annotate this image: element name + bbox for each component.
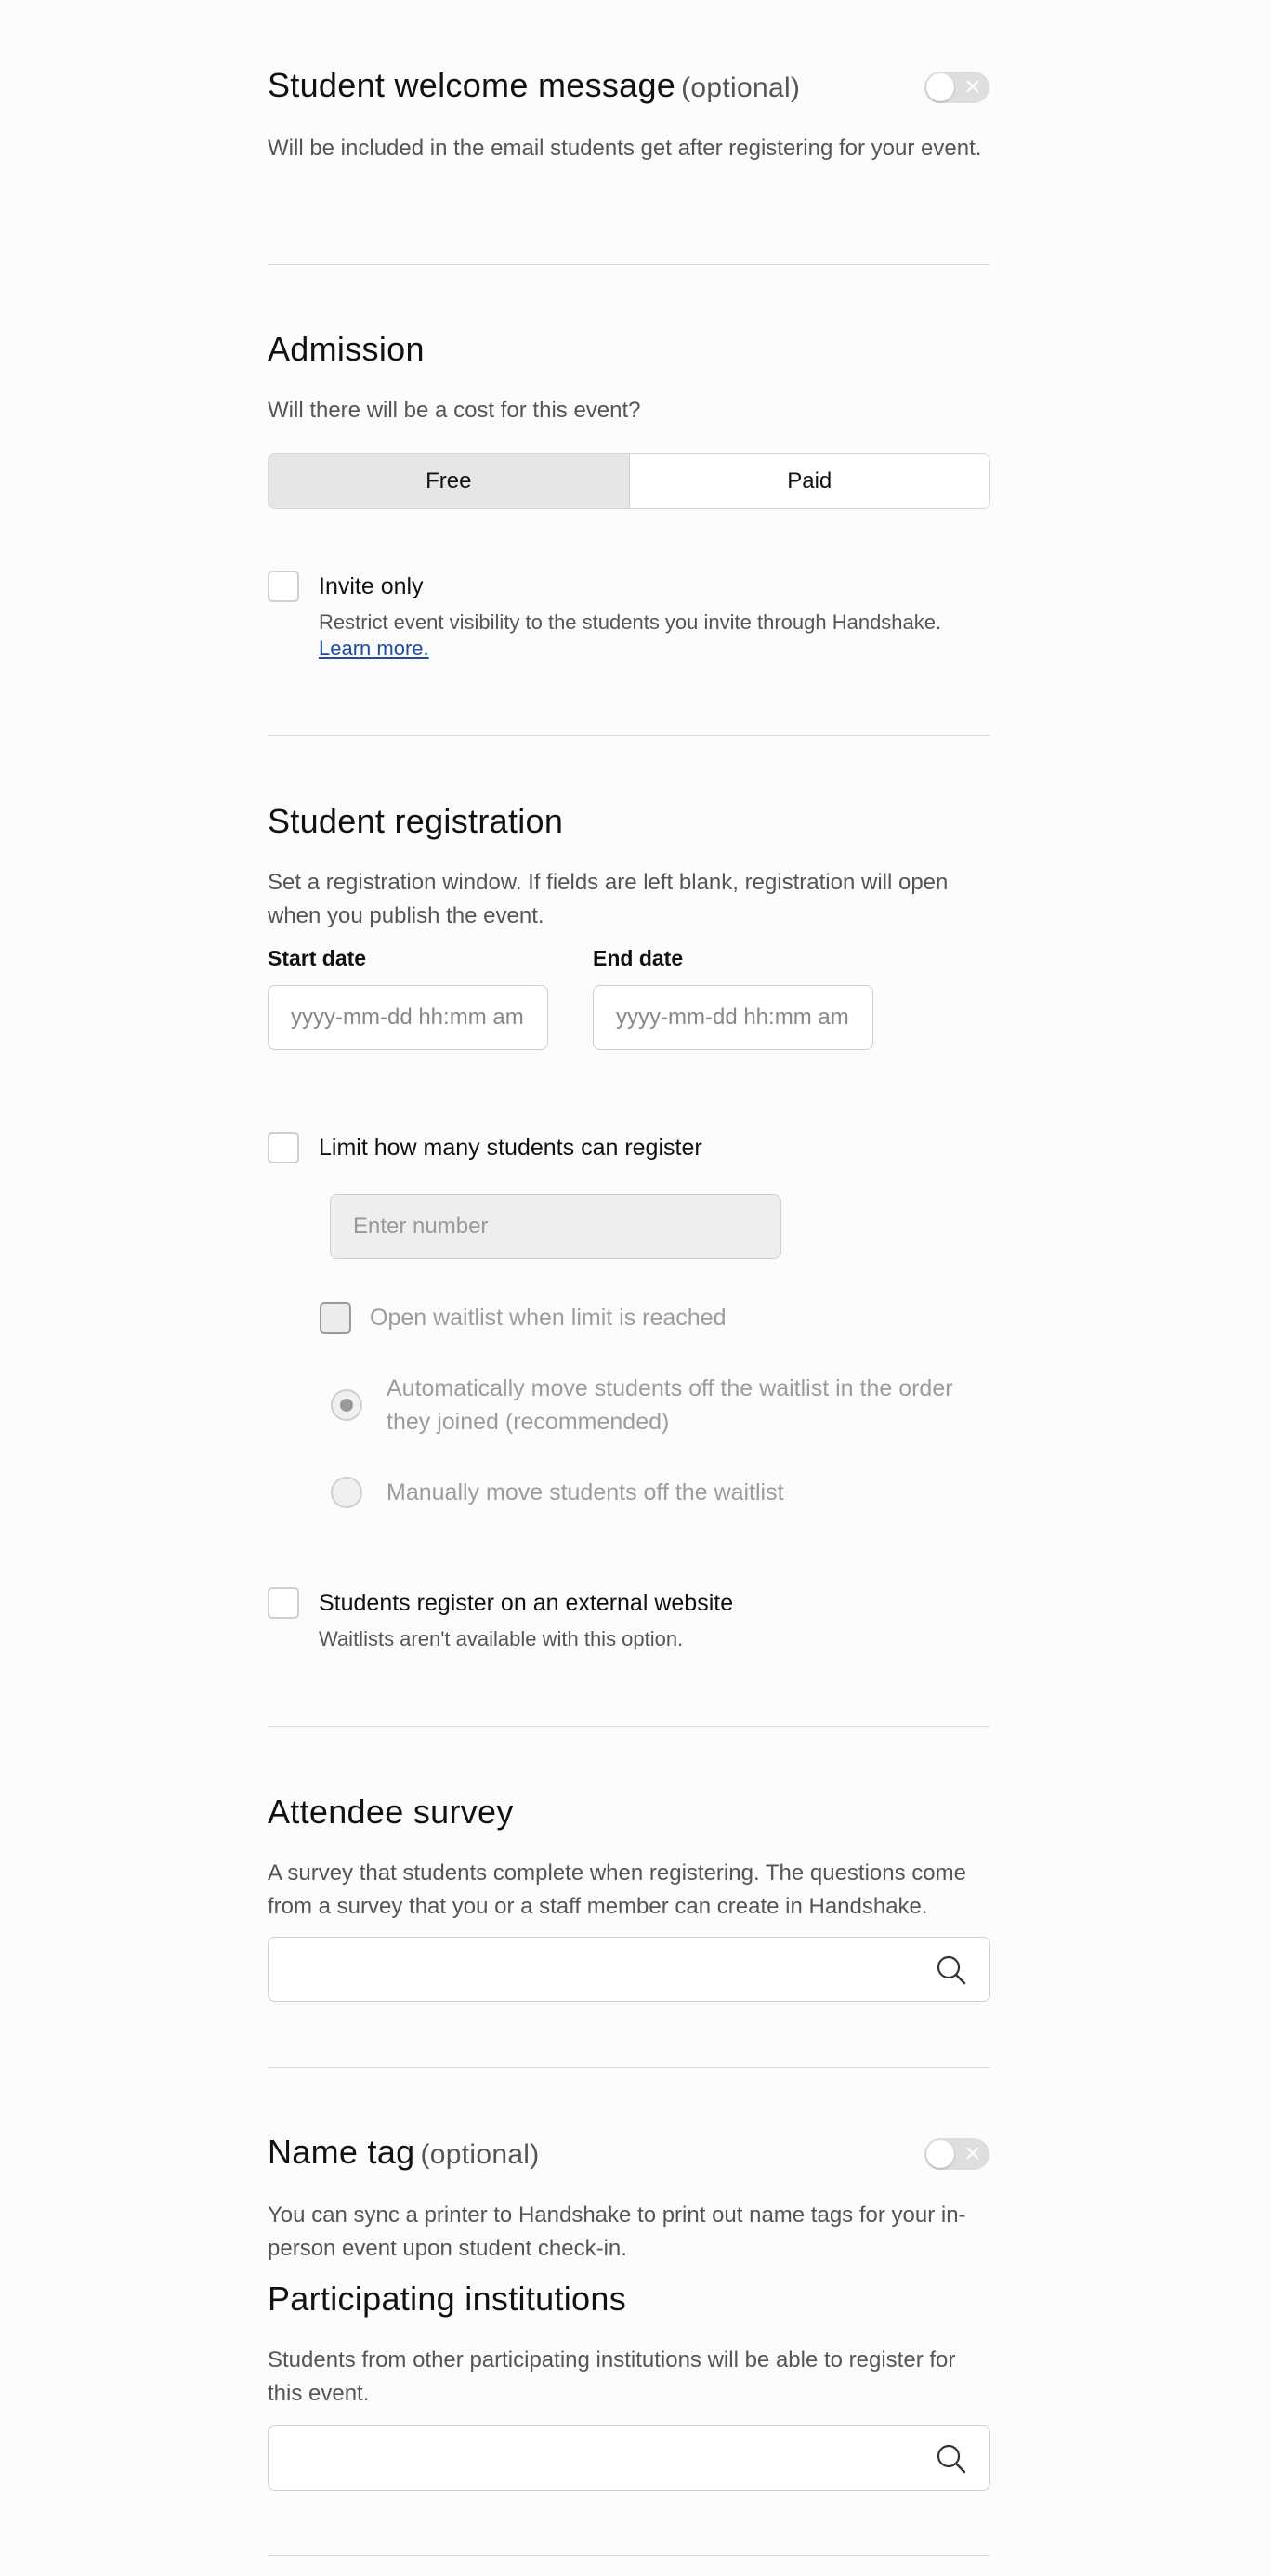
welcome-description: Will be included in the email students get after registering for your event. [268, 136, 982, 161]
institutions-search-input[interactable] [268, 2425, 990, 2491]
welcome-toggle[interactable] [924, 72, 989, 103]
paid-option[interactable]: Paid [630, 454, 990, 508]
limit-label: Limit how many students can register [319, 1135, 702, 1161]
divider [268, 2555, 990, 2556]
close-icon: ✕ [963, 75, 981, 99]
welcome-optional: (optional) [681, 72, 801, 103]
waitlist-checkbox[interactable] [320, 1302, 351, 1334]
end-date-label: End date [593, 946, 684, 970]
external-website-note: Waitlists aren't available with this option. [319, 1627, 684, 1650]
survey-description: A survey that students complete when registering. The questions come from a survey that you or a staff member can create in Handshake. [268, 1860, 966, 1919]
end-date-input[interactable]: yyyy-mm-dd hh:mm am [593, 985, 873, 1050]
invite-only-checkbox[interactable] [268, 571, 299, 602]
survey-search-input[interactable] [268, 1937, 990, 2002]
registration-title: Student registration [268, 802, 564, 840]
invite-only-label: Invite only [319, 573, 424, 599]
divider [268, 2067, 990, 2068]
divider [268, 264, 990, 265]
name-tag-title: Name tag [268, 2133, 415, 2171]
close-icon: ✕ [963, 2142, 981, 2165]
external-website-label: Students register on an external website [319, 1590, 734, 1616]
admission-title: Admission [268, 330, 425, 368]
welcome-heading [268, 65, 800, 109]
invite-only-text: Restrict event visibility to the students you invite through Handshake. [319, 611, 942, 634]
search-icon [936, 2443, 967, 2475]
institutions-description: Students from other participating institutions will be able to register for this event. [268, 2347, 956, 2406]
name-tag-optional: (optional) [420, 2139, 540, 2170]
limit-number-input[interactable]: Enter number [330, 1194, 781, 1259]
limit-checkbox[interactable] [268, 1132, 299, 1163]
toggle-knob [926, 2140, 954, 2168]
auto-waitlist-radio[interactable] [331, 1389, 362, 1421]
manual-waitlist-radio[interactable] [331, 1477, 362, 1508]
waitlist-label: Open waitlist when limit is reached [370, 1305, 727, 1331]
name-tag-description: You can sync a printer to Handshake to print out name tags for your in-person event upon student check-in. [268, 2202, 966, 2261]
auto-waitlist-label: Automatically move students off the waitlist in the order they joined (recommended) [387, 1375, 953, 1435]
free-option[interactable]: Free [269, 454, 630, 508]
external-website-checkbox[interactable] [268, 1587, 299, 1619]
welcome-title: Student welcome message [268, 66, 676, 104]
divider [268, 1726, 990, 1727]
search-icon [936, 1954, 967, 1986]
survey-title: Attendee survey [268, 1793, 514, 1831]
manual-waitlist-label: Manually move students off the waitlist [387, 1479, 784, 1505]
start-date-label: Start date [268, 946, 367, 970]
radio-dot [340, 1399, 353, 1412]
institutions-title: Participating institutions [268, 2280, 626, 2318]
name-tag-heading [268, 2132, 540, 2175]
start-date-input[interactable]: yyyy-mm-dd hh:mm am [268, 985, 548, 1050]
admission-segmented-control [268, 453, 990, 509]
divider [268, 735, 990, 736]
registration-description: Set a registration window. If fields are left blank, registration will open when you publish the event. [268, 870, 949, 928]
invite-only-description [319, 610, 1006, 662]
learn-more-link[interactable]: Learn more. [319, 637, 429, 660]
toggle-knob [926, 73, 954, 101]
admission-question: Will there will be a cost for this event? [268, 398, 641, 423]
name-tag-toggle[interactable] [924, 2138, 989, 2170]
